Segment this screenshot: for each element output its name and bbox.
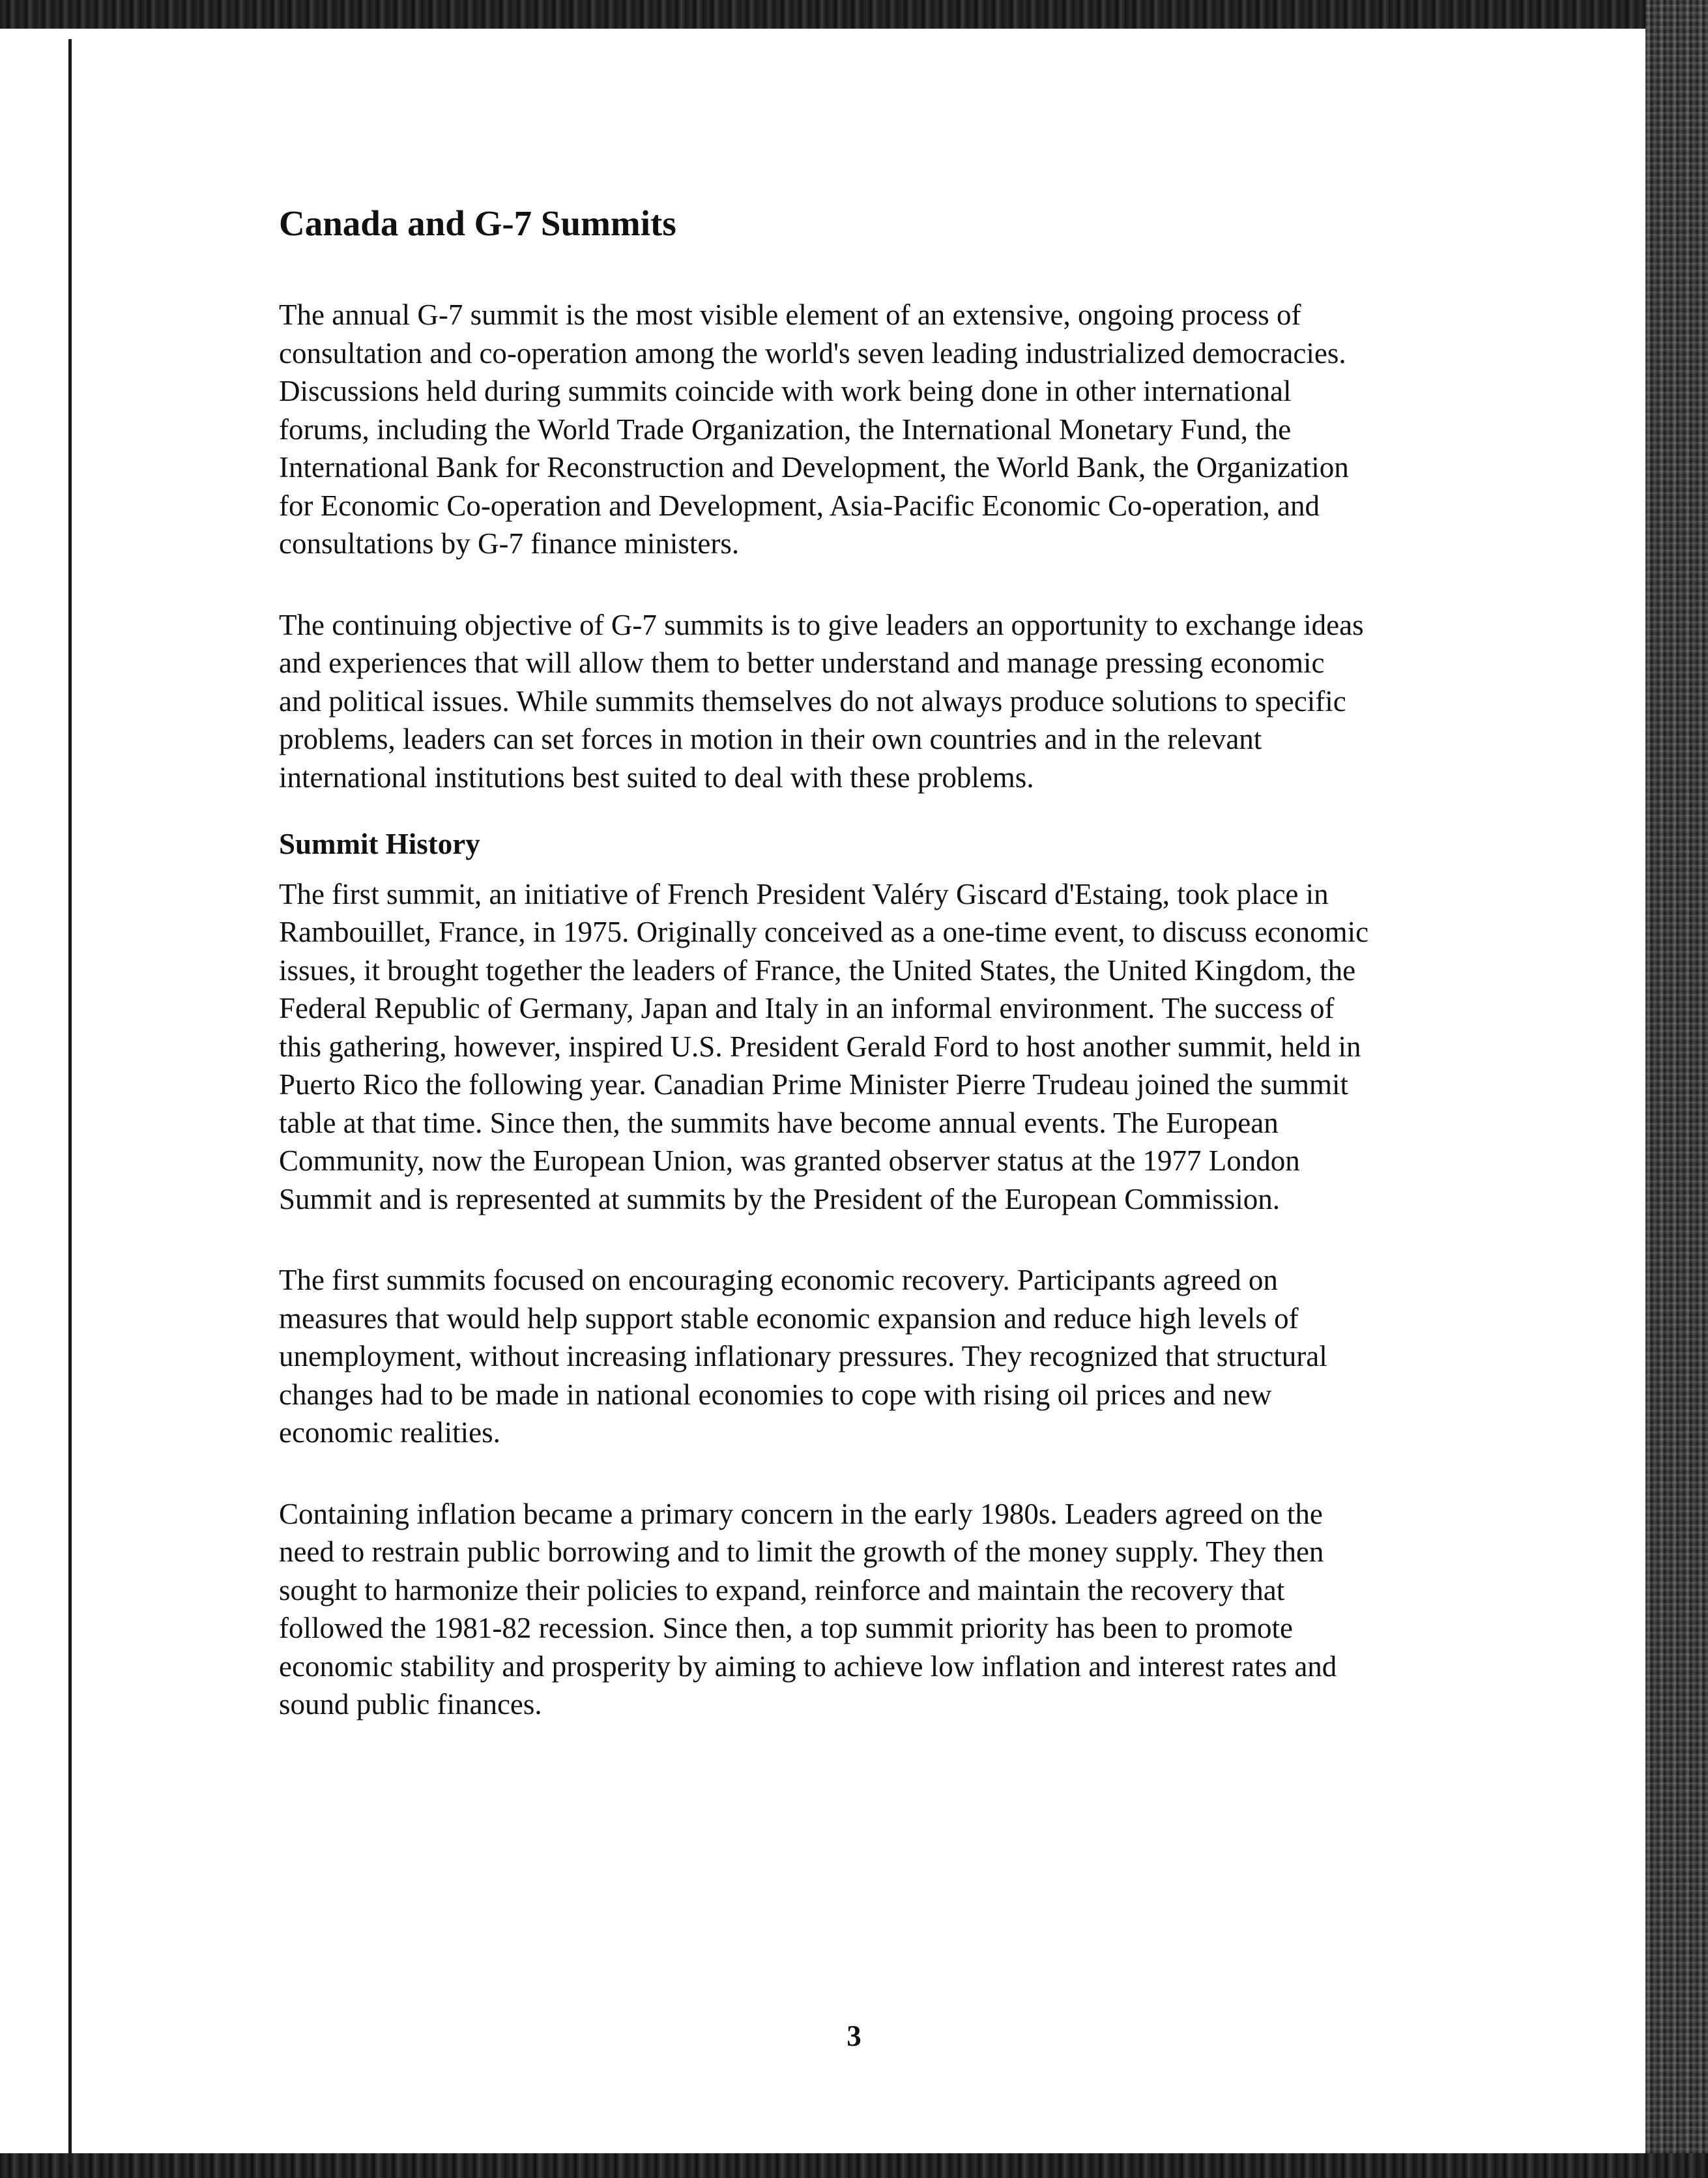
page-number: 3: [847, 2020, 861, 2052]
scan-border-top: [0, 0, 1708, 29]
history-paragraph-1: The first summit, an initiative of French President Valéry Giscard d'Estaing, took place in Rambouillet, France, in 1975. Originally conceived as a one-time event, to discuss economic issues, it brought together the leaders of France, the United States, the United Kingdom, the Federal Republic of Germany, Japan and Italy in an informal environment. The success of this gathering, however, inspired U.S. President Gerald Ford to host another summit, held in Puerto Rico the following year. Canadian Prime Minister Pierre Trudeau joined the summit table at that time. Since then, the summits have become annual events. The European Community, now the European Union, was granted observer status at the 1977 London Summit and is represented at summits by the President of the European Commission.: [279, 877, 1369, 1215]
history-paragraph-3: Containing inflation became a primary concern in the early 1980s. Leaders agreed on the need to restrain public borrowing and to limit the growth of the money supply. They then sought to harmonize their policies to expand, reinforce and maintain the recovery that followed the 1981-82 recession. Since then, a top summit priority has been to promote economic stability and prosperity by aiming to achieve low inflation and interest rates and sound public finances.: [279, 1497, 1337, 1721]
scan-border-right: [1645, 0, 1708, 2178]
scan-binding-line: [68, 39, 72, 2164]
page-title: Canada and G-7 Summits: [279, 203, 676, 243]
document-body: [279, 202, 1374, 1767]
section-heading: Summit History: [279, 828, 480, 860]
history-paragraph-2: The first summits focused on encouraging economic recovery. Participants agreed on measures that would help support stable economic expansion and reduce high levels of unemployment, without increasing inflationary pressures. They recognized that structural changes had to be made in national economies to cope with rising oil prices and new economic realities.: [279, 1264, 1327, 1449]
intro-paragraph-1: The annual G-7 summit is the most visible element of an extensive, ongoing process of consultation and co-operation among the world's seven leading industrialized democracies. Discussions held during summits coincide with work being done in other international forums, including the World Trade Organization, the International Monetary Fund, the International Bank for Reconstruction and Development, the World Bank, the Organization for Economic Co-operation and Development, Asia-Pacific Economic Co-operation, and consultations by G-7 finance ministers.: [279, 298, 1349, 560]
scan-border-bottom: [0, 2153, 1708, 2178]
intro-paragraph-2: The continuing objective of G-7 summits is to give leaders an opportunity to exchange ideas and experiences that will allow them to better understand and manage pressing economic and political issues. While summits themselves do not always produce solutions to specific problems, leaders can set forces in motion in their own countries and in the relevant international institutions best suited to deal with these problems.: [279, 608, 1364, 794]
